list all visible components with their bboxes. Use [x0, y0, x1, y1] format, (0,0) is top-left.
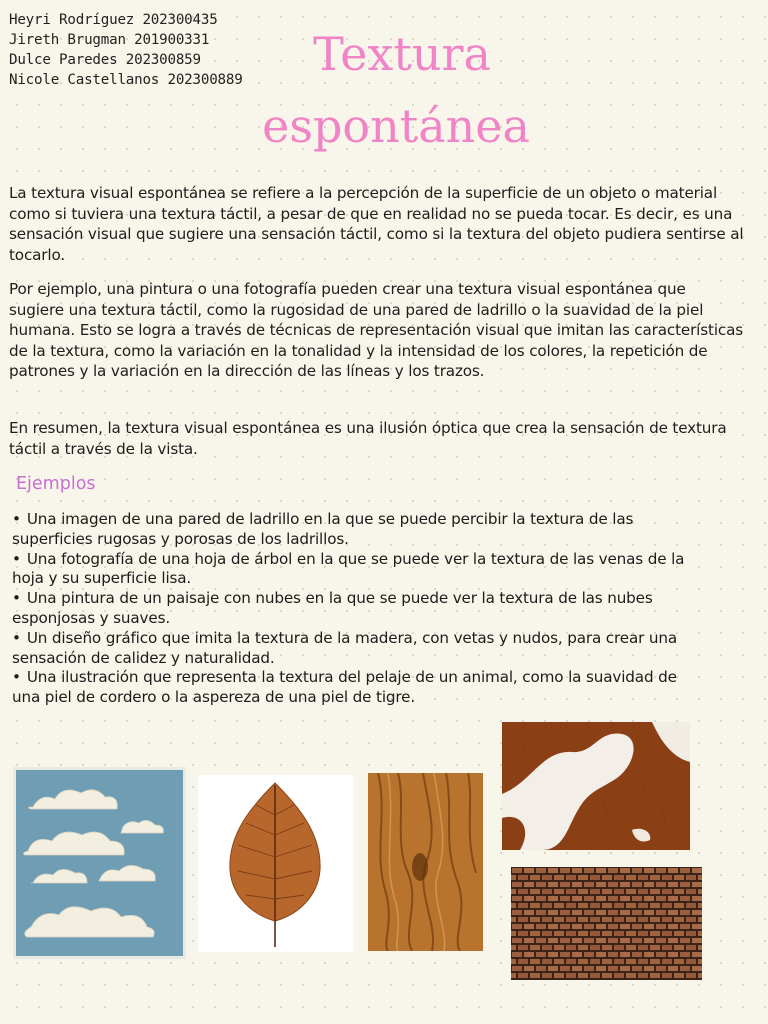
- page-title-line-2: espontánea: [262, 99, 530, 153]
- list-item: • Una fotografía de una hoja de árbol en la que se puede ver la textura de las venas de la hoja y su superficie lisa.: [12, 549, 685, 588]
- author-name: Nicole Castellanos 202300889: [9, 72, 243, 88]
- examples-heading: Ejemplos: [16, 474, 96, 494]
- author-name: Jireth Brugman 201900331: [9, 32, 210, 48]
- list-item: • Una pintura de un paisaje con nubes en la que se puede ver la textura de las nubes esponjosas y suaves.: [12, 589, 653, 627]
- bullet-icon: •: [12, 589, 21, 608]
- bullet-icon: •: [12, 510, 21, 528]
- author-name: Dulce Paredes 202300859: [9, 52, 201, 68]
- wood-grain-image: [368, 773, 483, 951]
- clouds-painting-image: [13, 767, 186, 959]
- bullet-icon: •: [12, 628, 21, 647]
- list-item: • Una imagen de una pared de ladrillo en la que se puede percibir la textura de las superficies rugosas y porosas de los ladrillos.: [12, 510, 634, 548]
- leaf-photo-image: [198, 775, 353, 952]
- bullet-icon: •: [12, 668, 21, 687]
- author-name: Heyri Rodríguez 202300435: [9, 12, 218, 28]
- examples-list: [12, 510, 702, 708]
- definition-paragraph: La textura visual espontánea se refiere a la percepción de la superficie de un objeto o material como si tuviera una textura táctil, a pesar de que en realidad no se pueda tocar. Es decir, es una sensación visual que sugiere una sensación táctil, como si la textura del objeto pudiera sentirse al tocarlo.: [9, 184, 744, 264]
- page-title-line-1: Textura: [313, 27, 491, 81]
- summary-paragraph: En resumen, la textura visual espontánea es una ilusión óptica que crea la sensación de textura táctil a través de la vista.: [9, 419, 727, 458]
- list-item: • Una ilustración que representa la textura del pelaje de un animal, como la suavidad de una piel de cordero o la aspereza de una piel de tigre.: [12, 668, 677, 707]
- list-item: • Un diseño gráfico que imita la textura de la madera, con vetas y nudos, para crear una sensación de calidez y naturalidad.: [12, 628, 677, 667]
- example-paragraph: Por ejemplo, una pintura o una fotografía pueden crear una textura visual espontánea que sugiere una textura táctil, como la rugosidad de una pared de ladrillo o la suavidad de la piel humana. Esto se logra a través de técnicas de representación visual que imitan las características de la textura, como la variación en la tonalidad y la intensidad de los colores, la repetición de patrones y la variación en la dirección de las líneas y los trazos.: [9, 280, 744, 381]
- animal-fur-image: [502, 722, 690, 850]
- brick-wall-image: [511, 867, 702, 980]
- bullet-icon: •: [12, 549, 21, 568]
